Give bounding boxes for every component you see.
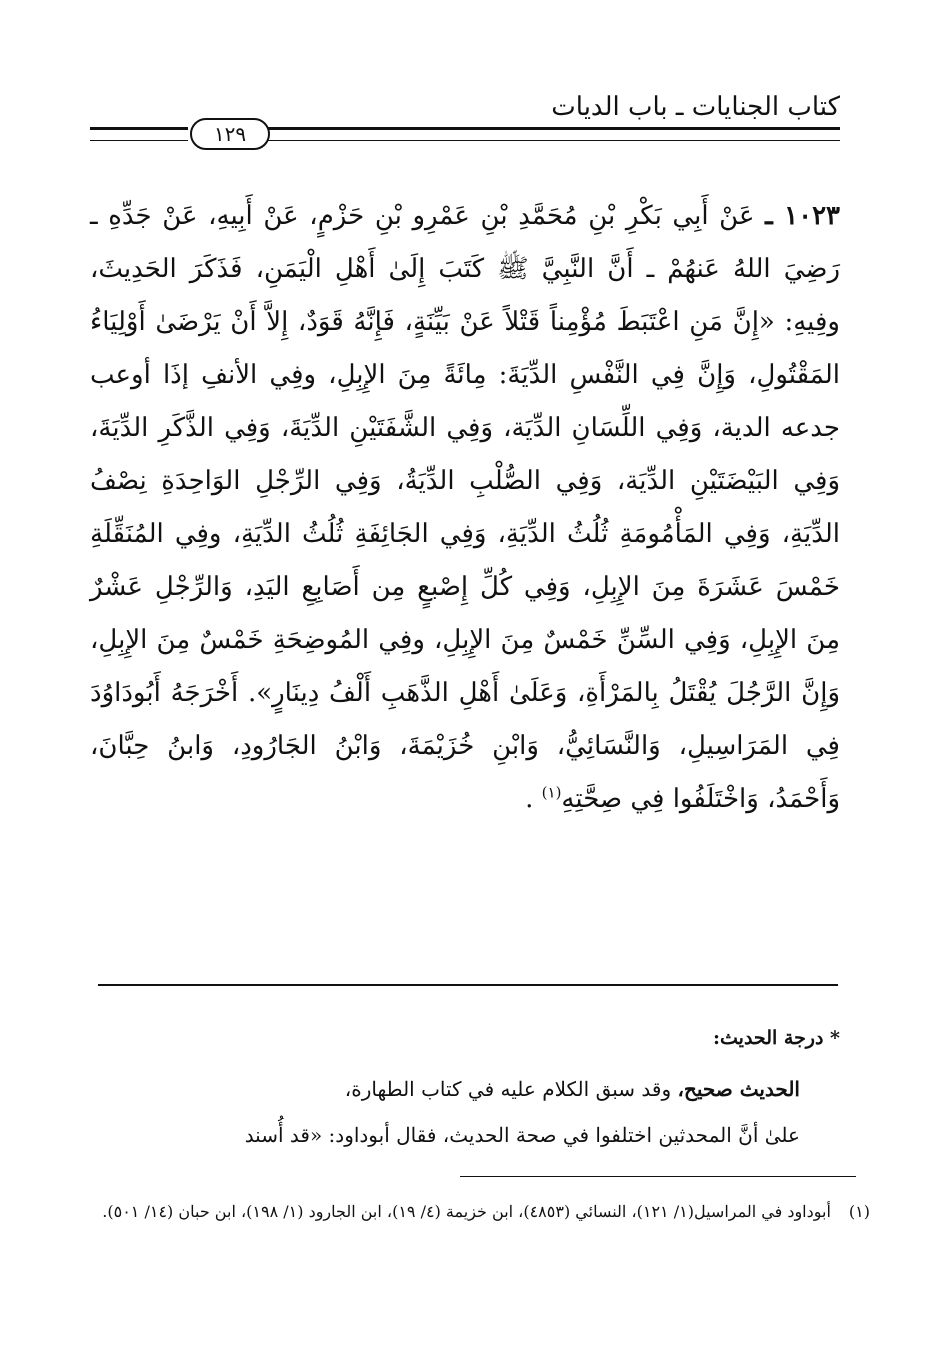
footnote-number: (١) bbox=[848, 1202, 870, 1221]
grade-verdict: الحديث صحيح، bbox=[677, 1077, 800, 1101]
footnote-rule bbox=[460, 1176, 856, 1177]
hadith-body: عَنْ أَبِي بَكْرِ بْنِ مُحَمَّدِ بْنِ عَمْرِو بْنِ حَزْمٍ، عَنْ أَبِيهِ، عَنْ جَدِّهِ ـ رَضِيَ اللهُ عَنهُمْ ـ أَنَّ النَّبِيَّ ﷺ كَتَبَ إِلَىٰ أَهْلِ الْيَمَنِ، فَذَكَرَ الحَدِيثَ، وفِيهِ: «إِنَّ مَنِ اعْتَبَطَ مُؤْمِناً قَتْلاً عَنْ بَيِّنَةٍ، فَإِنَّهُ قَوَدٌ، إِلاَّ أَنْ يَرْضَىٰ أَوْلِيَاءُ المَقْتُولِ، وَإِنَّ فِي النَّفْسِ الدِّيَةَ: مِائَةً مِنَ الإِبِلِ، وفِي الأنفِ إذَا أوعب جدعه الدية، وَفِي اللِّسَانِ الدِّيَة، وَفِي الشَّفَتَيْنِ الدِّيَةَ، وَفِي الذَّكَرِ الدِّيَةَ، وَفِي البَيْضَتَيْنِ الدِّيَة، وَفِي الصُّلْبِ الدِّيَةُ، وَفِي الرِّجْلِ الوَاحِدَةِ نِصْفُ الدِّيَةِ، وَفِي المَأْمُومَةِ ثُلُثُ الدِّيَةِ، وَفِي الجَائِفَةِ ثُلُثُ الدِّيَةِ، وفِي المُنَقِّلَةِ خَمْسَ عَشَرَةَ مِنَ الإِبِلِ، وَفِي كُلِّ إِصْبعٍ مِن أَصَابِعِ اليَدِ، وَالرِّجْلِ عَشْرٌ مِنَ الإِبِلِ، وَفِي السِّنِّ خَمْسٌ مِنَ الإِبِلِ، وفِي المُوضِحَةِ خَمْسٌ مِنَ الإِبِلِ، وَإِنَّ الرَّجُلَ يُقْتَلُ بِالمَرْأَةِ، وَعَلَىٰ أَهْلِ الذَّهَبِ أَلْفُ دِينَارٍ». أَخْرَجَهُ أَبُودَاوُدَ فِي المَرَاسِيلِ، وَالنَّسَائِيُّ، وَابْنِ خُزَيْمَةَ، وَابْنُ الجَارُودِ، وَابنُ حِبَّانَ، وَأَحْمَدُ، وَاخْتَلَفُوا فِي صِحَّتِهِ bbox=[90, 201, 840, 814]
grade-line-1-rest: وقد سبق الكلام عليه في كتاب الطهارة، bbox=[344, 1077, 678, 1101]
grade-body bbox=[90, 1066, 840, 1158]
footnote-marker: (١) bbox=[541, 783, 562, 802]
header-rule-right bbox=[268, 127, 840, 141]
section-divider bbox=[98, 984, 838, 986]
grade-line-1 bbox=[90, 1066, 840, 1112]
grade-line-2: علىٰ أنَّ المحدثين اختلفوا في صحة الحديث، فقال أبوداود: «قد أُسند bbox=[244, 1123, 800, 1147]
footnote-text: أبوداود في المراسيل(١/ ١٢١)، النسائي (٤٨٥٣)، ابن خزيمة (٤/ ١٩)، ابن الجارود (١/ ١٩٨)، ابن حبان (١٤/ ٥٠١). bbox=[102, 1202, 831, 1221]
page-number: ١٢٩ bbox=[190, 118, 270, 150]
grade-heading: * درجة الحديث: bbox=[713, 1027, 840, 1049]
hadith-paragraph bbox=[90, 190, 840, 826]
header-rule-left bbox=[90, 127, 188, 141]
hadith-number: ١٠٢٣ ـ bbox=[765, 201, 840, 231]
end-mark: . bbox=[525, 784, 534, 814]
running-header-title: كتاب الجنايات ـ باب الديات bbox=[551, 92, 840, 122]
footnote bbox=[90, 1196, 870, 1228]
